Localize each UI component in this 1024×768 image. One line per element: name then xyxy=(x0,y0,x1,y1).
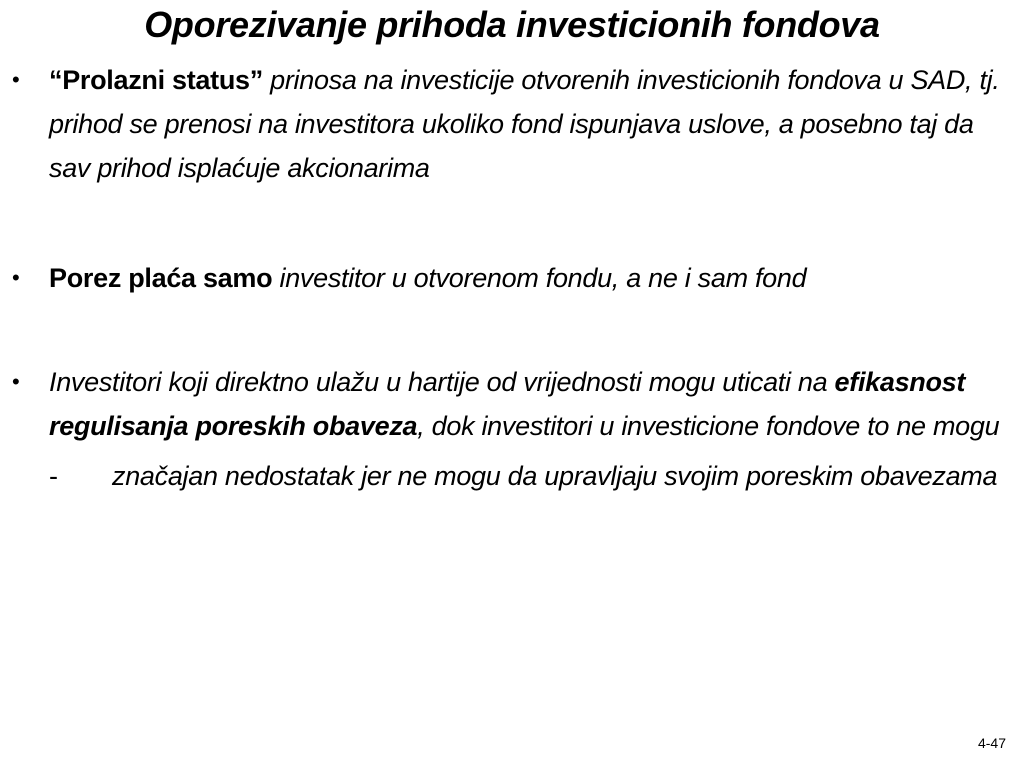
bullet-text: investitor u otvorenom fondu, a ne i sam fond xyxy=(272,263,807,293)
bullet-item xyxy=(0,58,1024,190)
bullet-item xyxy=(0,360,1024,448)
bullet-dot-icon: • xyxy=(12,369,20,394)
sub-bullet-text: značajan nedostatak jer ne mogu da upravljaju svojim poreskim obavezama xyxy=(112,461,998,491)
bullet-text: prinosa na investicije otvorenih investicionih fondova u SAD, tj. prihod se prenosi na investitora ukoliko fond ispunjava uslove, a posebno taj da sav prihod isplaćuje akcionarima xyxy=(49,65,1000,183)
bullet-text: Investitori koji direktno ulažu u hartije od vrijednosti mogu uticati na xyxy=(49,367,835,397)
bullet-bold-lead: Porez plaća samo xyxy=(49,263,273,293)
bullet-text: , dok investitori u investicione fondove to ne mogu xyxy=(417,411,1000,441)
sub-bullet-item xyxy=(0,454,1024,498)
bullet-bold-lead: “Prolazni status” xyxy=(49,65,263,95)
dash-marker: - xyxy=(49,461,58,491)
bullet-dot-icon: • xyxy=(12,67,20,92)
page-number: 4-47 xyxy=(977,735,1006,751)
bullet-bold-emphasis: efikasnost regulisanja poreskih obaveza xyxy=(49,367,966,441)
slide-title: Oporezivanje prihoda investicionih fondova xyxy=(144,4,880,45)
bullet-dot-icon: • xyxy=(12,265,20,290)
bullet-list xyxy=(0,58,1024,498)
bullet-item xyxy=(0,256,1024,300)
